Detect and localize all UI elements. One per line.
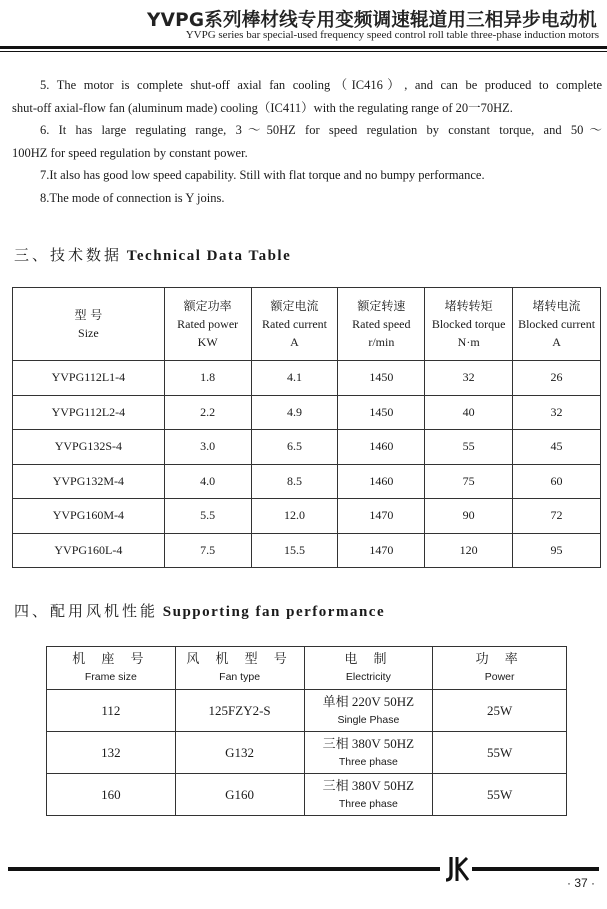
table-cell: 32 <box>425 361 513 396</box>
table-cell: 3.0 <box>164 430 251 465</box>
header-cell-electricity: 电 制 Electricity <box>304 647 433 690</box>
table-cell: 55W <box>433 774 567 816</box>
table-cell: YVPG112L1-4 <box>13 361 165 396</box>
table-row <box>13 464 601 499</box>
header-cell-rated-current: 额定电流 Rated current A <box>251 288 338 361</box>
table-cell: 7.5 <box>164 533 251 568</box>
table-cell: 1460 <box>338 430 425 465</box>
table-row <box>13 395 601 430</box>
table-cell: 6.5 <box>251 430 338 465</box>
table-cell: 40 <box>425 395 513 430</box>
paragraph-6-line-1: 6. It has large regulating range, 3～50HZ for speed regulation by constant torque, and 50～ <box>40 123 602 137</box>
paragraph-6-line-2: 100HZ for speed regulation by constant power. <box>12 145 248 160</box>
table-cell: YVPG132M-4 <box>13 464 165 499</box>
table-row <box>13 499 601 534</box>
section-4-heading <box>14 600 385 621</box>
header-cell-rated-speed: 额定转速 Rated speed r/min <box>338 288 425 361</box>
table-header-row <box>13 288 601 361</box>
table-cell: 三相 380V 50HZ Three phase <box>304 732 433 774</box>
table-cell: 25W <box>433 690 567 732</box>
table-cell: 95 <box>513 533 601 568</box>
footer-rule-left <box>8 867 440 871</box>
table-cell: 12.0 <box>251 499 338 534</box>
brand-logo-icon <box>443 855 471 883</box>
header-rule-thick <box>0 46 607 49</box>
table-cell: 5.5 <box>164 499 251 534</box>
table-cell: 1450 <box>338 361 425 396</box>
feature-paragraphs <box>12 74 602 209</box>
header-cell-frame-size: 机 座 号 Frame size <box>47 647 176 690</box>
table-cell: 1450 <box>338 395 425 430</box>
table-row <box>13 361 601 396</box>
header-cell-fan-type: 风 机 型 号 Fan type <box>175 647 304 690</box>
table-cell: 45 <box>513 430 601 465</box>
table-cell: G160 <box>175 774 304 816</box>
table-cell: 1470 <box>338 533 425 568</box>
header-cell-blocked-current: 堵转电流 Blocked current A <box>513 288 601 361</box>
table-row <box>47 690 567 732</box>
header-cell-power: 功 率 Power <box>433 647 567 690</box>
section-3-heading <box>14 244 291 265</box>
technical-data-table <box>12 287 601 568</box>
section-4-heading-en: Supporting fan performance <box>162 604 386 620</box>
table-cell: YVPG132S-4 <box>13 430 165 465</box>
table-cell: 1.8 <box>164 361 251 396</box>
table-cell: 32 <box>513 395 601 430</box>
header-cell-rated-power: 额定功率 Rated power KW <box>164 288 251 361</box>
table-row <box>13 533 601 568</box>
section-4-heading-cn: 四、配用风机性能 <box>14 602 159 620</box>
table-cell: 90 <box>425 499 513 534</box>
table-cell: 125FZY2-S <box>175 690 304 732</box>
table-cell: 160 <box>47 774 176 816</box>
header-cell-size: 型 号 Size <box>13 288 165 361</box>
header-title-cn: YVPG系列棒材线专用变频调速辊道用三相异步电动机 <box>147 10 597 31</box>
paragraph-8: 8.The mode of connection is Y joins. <box>40 190 225 205</box>
section-3-heading-en: Technical Data Table <box>126 248 292 264</box>
table-cell: 4.1 <box>251 361 338 396</box>
table-cell: YVPG112L2-4 <box>13 395 165 430</box>
table-cell: 26 <box>513 361 601 396</box>
table-cell: 55W <box>433 732 567 774</box>
table-cell: 75 <box>425 464 513 499</box>
table-cell: 55 <box>425 430 513 465</box>
page-number: · 37 · <box>566 876 595 890</box>
fan-performance-table <box>46 646 567 816</box>
table-cell: 15.5 <box>251 533 338 568</box>
table-cell: YVPG160L-4 <box>13 533 165 568</box>
paragraph-7: 7.It also has good low speed capability. Still with flat torque and no bumpy performance. <box>40 168 485 182</box>
table-cell: 112 <box>47 690 176 732</box>
table-cell: 60 <box>513 464 601 499</box>
table-cell: 4.9 <box>251 395 338 430</box>
table-row <box>13 430 601 465</box>
table-cell: 三相 380V 50HZ Three phase <box>304 774 433 816</box>
table-cell: G132 <box>175 732 304 774</box>
table-cell: 8.5 <box>251 464 338 499</box>
section-3-heading-cn: 三、技术数据 <box>14 246 123 264</box>
header-cell-blocked-torque: 堵转转矩 Blocked torque N·m <box>425 288 513 361</box>
table-cell: 单相 220V 50HZ Single Phase <box>304 690 433 732</box>
table-cell: 1470 <box>338 499 425 534</box>
table-cell: 72 <box>513 499 601 534</box>
table-header-row <box>47 647 567 690</box>
table-cell: 2.2 <box>164 395 251 430</box>
paragraph-5-line-1: 5. The motor is complete shut-off axial fan cooling（IC416）, and can be produced to complete <box>40 78 602 92</box>
table-cell: YVPG160M-4 <box>13 499 165 534</box>
table-row <box>47 774 567 816</box>
table-cell: 132 <box>47 732 176 774</box>
table-cell: 4.0 <box>164 464 251 499</box>
header-rule-thin <box>0 51 607 52</box>
table-row <box>47 732 567 774</box>
table-cell: 120 <box>425 533 513 568</box>
paragraph-5-line-2: shut-off axial-flow fan (aluminum made) cooling（IC411）with the regulating range of 20一70HZ. <box>12 100 513 115</box>
footer-rule-right <box>472 867 599 871</box>
table-cell: 1460 <box>338 464 425 499</box>
header-title-en: YVPG series bar special-used frequency speed control roll table three-phase induction motors <box>185 29 599 41</box>
